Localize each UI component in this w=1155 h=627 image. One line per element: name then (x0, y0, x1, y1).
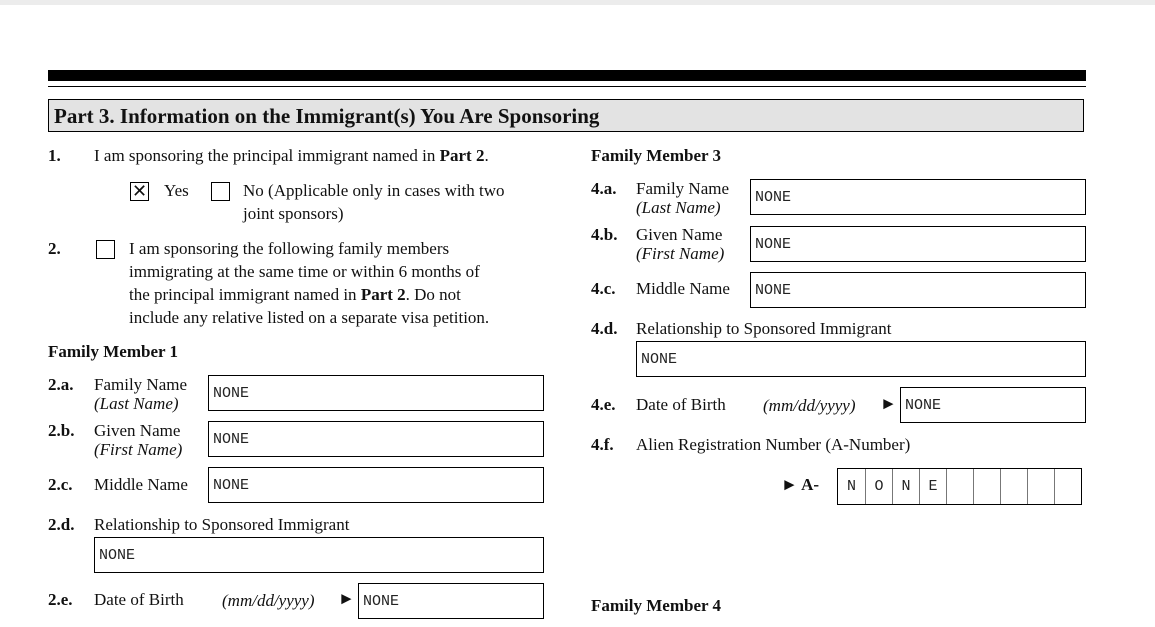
q2-line3 (129, 285, 461, 305)
fm1-family-name-label: Family Name (94, 375, 188, 394)
fm3-given-name-number: 4.b. (591, 225, 618, 244)
q2-line3-bold: Part 2 (360, 285, 406, 304)
q1-yes-checkbox[interactable] (130, 182, 149, 201)
fm1-family-name-field[interactable]: NONE (208, 375, 544, 411)
fm1-given-name-field[interactable]: NONE (208, 421, 544, 457)
q2-line3-pre: the principal immigrant named in (129, 285, 361, 304)
q1-no-label-line1: No (Applicable only in cases with two (243, 181, 505, 200)
q2-line3-post: . Do not (405, 285, 461, 304)
fm1-given-name-label: Given Name (94, 421, 181, 440)
fm1-family-name-sublabel: (Last Name) (94, 394, 179, 413)
fm1-dob-number: 2.e. (48, 590, 73, 609)
fm1-relationship-field[interactable]: NONE (94, 537, 544, 573)
q2-line1: I am sponsoring the following family members (129, 239, 450, 258)
fm3-given-name-sublabel: (First Name) (636, 244, 725, 263)
fm3-given-name-field[interactable]: NONE (750, 226, 1086, 262)
anumber-cell[interactable]: O (865, 469, 892, 504)
fm3-family-name-sublabel: (Last Name) (636, 198, 721, 217)
fm3-family-name-label: Family Name (636, 179, 730, 198)
fm1-dob-label: Date of Birth (94, 590, 184, 609)
fm3-middle-name-label: Middle Name (636, 279, 730, 298)
family-member-4-heading: Family Member 4 (591, 596, 721, 615)
q2-number: 2. (48, 239, 61, 258)
section-rule-thick (48, 70, 1086, 81)
fm3-family-name-field[interactable]: NONE (750, 179, 1086, 215)
fm3-given-name-label: Given Name (636, 225, 723, 244)
fm1-middle-name-label: Middle Name (94, 475, 188, 494)
fm1-middle-name-field[interactable]: NONE (208, 467, 544, 503)
q1-no-checkbox[interactable] (211, 182, 230, 201)
fm1-middle-name-number: 2.c. (48, 475, 73, 494)
q2-checkbox[interactable] (96, 240, 115, 259)
anumber-cell[interactable] (1054, 469, 1081, 504)
fm3-dob-format: (mm/dd/yyyy) (763, 396, 856, 415)
anumber-cell[interactable]: E (919, 469, 946, 504)
fm3-middle-name-number: 4.c. (591, 279, 616, 298)
fm3-relationship-label: Relationship to Sponsored Immigrant (636, 319, 892, 338)
fm1-dob-field[interactable]: NONE (358, 583, 544, 619)
q1-text (94, 146, 489, 166)
arrow-right-icon: ► (880, 394, 897, 413)
q1-no-label-line2: joint sponsors) (243, 204, 344, 223)
q1-yes-label: Yes (164, 181, 189, 200)
anumber-cell[interactable] (1027, 469, 1054, 504)
q1-text-bold: Part 2 (439, 146, 485, 165)
anumber-cell[interactable]: N (892, 469, 919, 504)
section-rule-thin (48, 86, 1086, 87)
fm3-anumber-label: Alien Registration Number (A-Number) (636, 435, 911, 454)
family-member-3-heading: Family Member 3 (591, 146, 721, 165)
fm1-given-name-sublabel: (First Name) (94, 440, 183, 459)
q1-number: 1. (48, 146, 61, 165)
fm1-family-name-number: 2.a. (48, 375, 74, 394)
fm3-anumber-number: 4.f. (591, 435, 614, 454)
fm3-relationship-field[interactable]: NONE (636, 341, 1086, 377)
fm3-dob-label: Date of Birth (636, 395, 726, 414)
fm3-dob-field[interactable]: NONE (900, 387, 1086, 423)
family-member-1-heading: Family Member 1 (48, 342, 178, 361)
part-title: Part 3. Information on the Immigrant(s) You Are Sponsoring (48, 99, 1084, 132)
anumber-cell[interactable] (973, 469, 1000, 504)
fm3-family-name-number: 4.a. (591, 179, 617, 198)
checkmark-x-icon: ✕ (131, 180, 148, 202)
fm1-relationship-number: 2.d. (48, 515, 75, 534)
anumber-cell[interactable]: N (846, 478, 856, 495)
fm3-relationship-number: 4.d. (591, 319, 618, 338)
anumber-cell[interactable] (1000, 469, 1027, 504)
fm1-relationship-label: Relationship to Sponsored Immigrant (94, 515, 350, 534)
top-edge-strip (0, 0, 1155, 5)
q2-line2: immigrating at the same time or within 6 months of (129, 262, 480, 281)
q1-text-pre: I am sponsoring the principal immigrant named in (94, 146, 440, 165)
q1-text-post: . (484, 146, 489, 165)
fm1-given-name-number: 2.b. (48, 421, 75, 440)
fm3-middle-name-field[interactable]: NONE (750, 272, 1086, 308)
arrow-right-icon: ► (338, 589, 355, 608)
fm1-dob-format: (mm/dd/yyyy) (222, 591, 315, 610)
fm3-dob-number: 4.e. (591, 395, 616, 414)
fm3-anumber-field[interactable] (837, 468, 1082, 505)
anumber-cell[interactable] (946, 469, 973, 504)
q2-line4: include any relative listed on a separate visa petition. (129, 308, 490, 327)
anumber-prefix: ► A- (781, 475, 820, 494)
